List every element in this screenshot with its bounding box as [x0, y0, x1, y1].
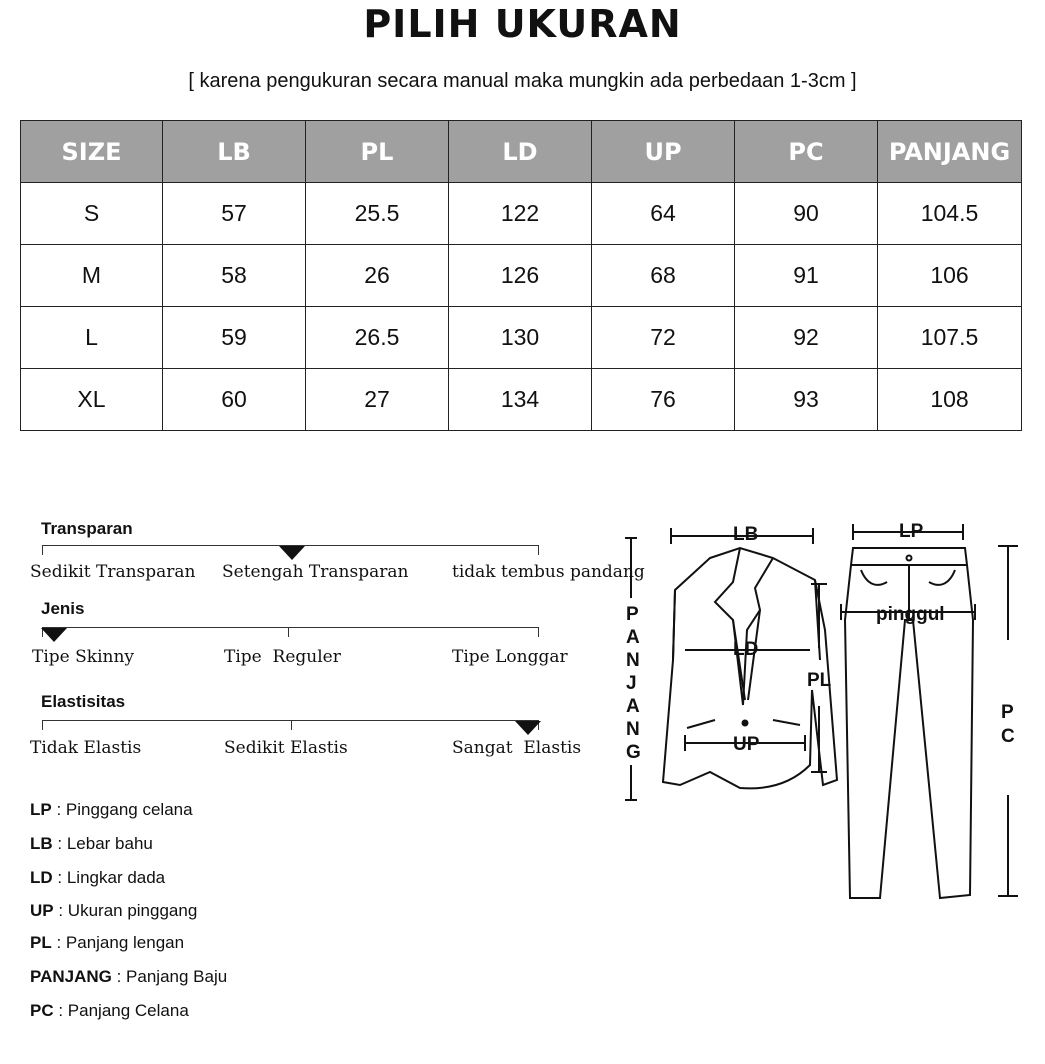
scale-tick	[291, 720, 292, 730]
legend-item: LB : Lebar bahu	[30, 834, 153, 853]
scale-title-elastisitas: Elastisitas	[41, 692, 126, 711]
table-cell: 107.5	[878, 307, 1022, 369]
table-row	[21, 183, 1022, 245]
scale-line	[42, 627, 539, 628]
header-up: UP	[592, 121, 735, 183]
legend-abbr: PANJANG	[30, 967, 112, 986]
legend-abbr: LP	[30, 800, 52, 819]
label-up: UP	[733, 734, 760, 755]
table-cell: 26	[306, 245, 449, 307]
table-cell: 90	[735, 183, 878, 245]
scale-title-jenis: Jenis	[41, 599, 85, 618]
legend-desc: Panjang lengan	[65, 933, 185, 952]
header-lb: LB	[163, 121, 306, 183]
measurement-note: [ karena pengukuran secara manual maka mungkin ada perbedaan 1-3cm ]	[188, 70, 857, 92]
label-panjang-letter: N	[626, 719, 640, 740]
legend-desc: Panjang Celana	[67, 1001, 189, 1020]
legend-item: PC : Panjang Celana	[30, 1001, 189, 1020]
legend-item: LD : Lingkar dada	[30, 868, 166, 887]
label-ld: LD	[733, 639, 759, 660]
table-cell: 130	[449, 307, 592, 369]
label-panjang-letter: A	[626, 627, 640, 648]
label-lp: LP	[899, 521, 924, 542]
table-row	[21, 245, 1022, 307]
table-cell: 72	[592, 307, 735, 369]
table-cell: 59	[163, 307, 306, 369]
page-title: PILIH UKURAN	[363, 2, 682, 46]
scale-option: Sangat Elastis	[452, 738, 582, 758]
label-panjang-letter: N	[626, 650, 640, 671]
scale-tick	[42, 545, 43, 555]
table-row	[21, 369, 1022, 431]
table-cell: 68	[592, 245, 735, 307]
legend-item: LP : Pinggang celana	[30, 800, 193, 819]
size-chart-table	[20, 120, 1022, 431]
scale-option: Tidak Elastis	[30, 738, 142, 758]
scale-title-transparan: Transparan	[41, 519, 133, 538]
table-cell: M	[21, 245, 163, 307]
legend-abbr: UP	[30, 901, 54, 920]
label-panjang-letter: G	[626, 742, 641, 763]
scale-tick	[42, 720, 43, 730]
table-cell: 122	[449, 183, 592, 245]
scale-option: Tipe Longgar	[452, 647, 568, 667]
legend-desc: Panjang Baju	[126, 967, 228, 986]
table-cell: 60	[163, 369, 306, 431]
table-cell: 27	[306, 369, 449, 431]
label-pc-letter: P	[1001, 702, 1014, 723]
table-cell: L	[21, 307, 163, 369]
dimension-lines	[625, 524, 1018, 896]
label-pl: PL	[807, 670, 832, 691]
header-pl: PL	[306, 121, 449, 183]
header-size: SIZE	[21, 121, 163, 183]
label-panjang-vertical	[626, 604, 641, 763]
table-cell: 58	[163, 245, 306, 307]
scale-marker-icon	[41, 628, 67, 642]
table-row	[21, 307, 1022, 369]
table-header-row	[21, 121, 1022, 183]
legend-abbr: PL	[30, 933, 52, 952]
scale-option: Sedikit Transparan	[30, 562, 196, 582]
table-cell: 108	[878, 369, 1022, 431]
scale-tick	[538, 545, 539, 555]
table-cell: 92	[735, 307, 878, 369]
legend-abbr: LD	[30, 868, 53, 887]
legend-desc: Lebar bahu	[66, 834, 153, 853]
label-pc-letter: C	[1001, 726, 1015, 747]
table-cell: 76	[592, 369, 735, 431]
header-pc: PC	[735, 121, 878, 183]
legend-item: UP : Ukuran pinggang	[30, 901, 198, 920]
table-cell: 93	[735, 369, 878, 431]
legend-desc: Lingkar dada	[66, 868, 166, 887]
table-cell: 91	[735, 245, 878, 307]
table-cell: 25.5	[306, 183, 449, 245]
table-cell: 126	[449, 245, 592, 307]
table-cell: 26.5	[306, 307, 449, 369]
scale-tick	[538, 627, 539, 637]
table-cell: 106	[878, 245, 1022, 307]
label-panjang-letter: J	[626, 673, 637, 694]
table-cell: 134	[449, 369, 592, 431]
label-pinggul: pinggul	[876, 604, 945, 625]
legend-item: PANJANG : Panjang Baju	[30, 967, 228, 986]
scale-option: Setengah Transparan	[222, 562, 409, 582]
scale-marker-icon	[279, 546, 305, 560]
legend-abbr: LB	[30, 834, 53, 853]
table-cell: 104.5	[878, 183, 1022, 245]
garment-diagram	[615, 510, 1035, 910]
table-cell: 64	[592, 183, 735, 245]
label-pc-vertical	[1001, 702, 1015, 747]
legend-desc: Pinggang celana	[65, 800, 193, 819]
legend-abbr: PC	[30, 1001, 54, 1020]
scale-option: Tipe Reguler	[224, 647, 341, 667]
table-cell: 57	[163, 183, 306, 245]
scale-marker-icon	[515, 721, 541, 735]
trousers-outline-icon	[845, 548, 973, 898]
label-panjang-letter: P	[626, 604, 639, 625]
scale-tick	[288, 627, 289, 637]
label-panjang-letter: A	[626, 696, 640, 717]
scale-option: Tipe Skinny	[32, 647, 135, 667]
legend-desc: Ukuran pinggang	[67, 901, 198, 920]
legend-item: PL : Panjang lengan	[30, 933, 185, 952]
scale-option: tidak tembus pandang	[452, 562, 645, 582]
label-lb: LB	[733, 524, 759, 545]
table-cell: S	[21, 183, 163, 245]
scale-option: Sedikit Elastis	[224, 738, 348, 758]
table-cell: XL	[21, 369, 163, 431]
header-panjang: PANJANG	[878, 121, 1022, 183]
header-ld: LD	[449, 121, 592, 183]
